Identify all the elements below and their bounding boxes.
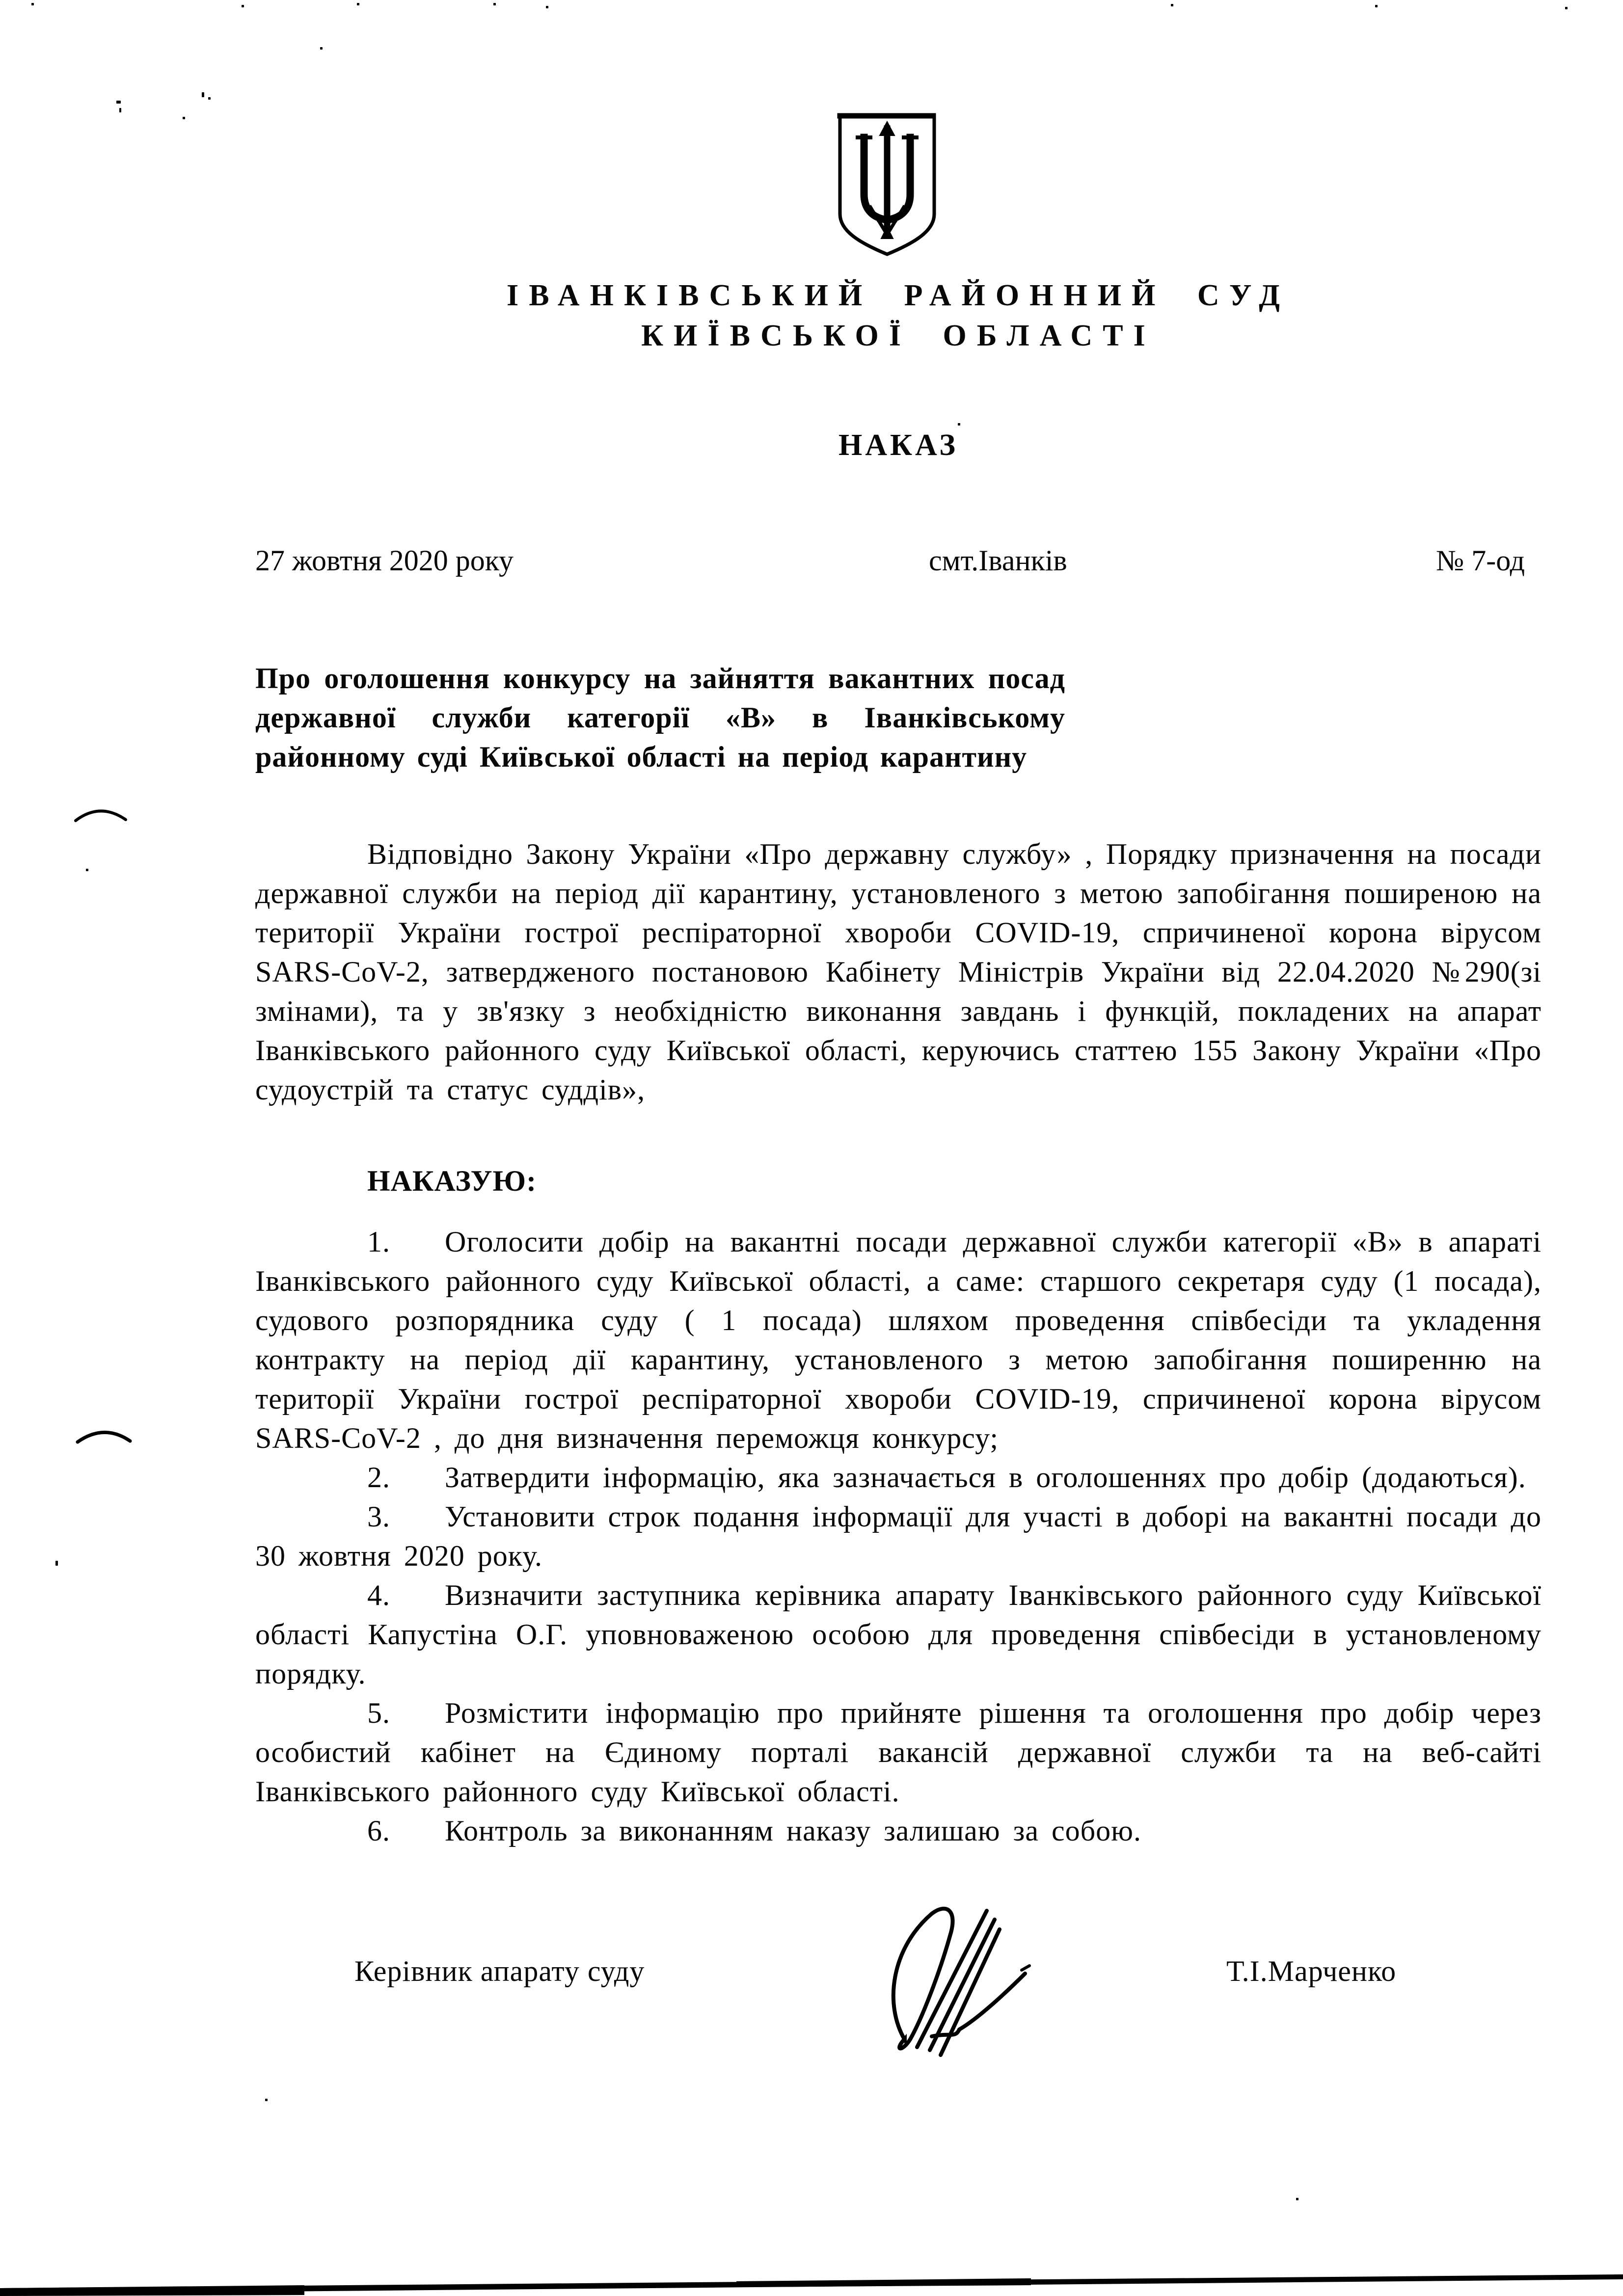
item-text: Установити строк подання інформації для участі в доборі на вакантні посади до 30 жовтня 2020 року. (255, 1500, 1542, 1572)
item-text: Контроль за виконанням наказу залишаю за собою. (445, 1815, 1141, 1847)
scan-speckle (119, 108, 121, 112)
signatory-name: Т.І.Марченко (1226, 1955, 1397, 1987)
order-number: № 7-од (1435, 544, 1525, 577)
resolution-heading: НАКАЗУЮ: (367, 1165, 537, 1197)
order-item-1 (255, 1222, 1542, 1458)
order-preamble: Відповідно Закону України «Про державну службу» , Порядку призначення на посади державної служби на період дії карантину, установленого з метою запобігання поширеною на території України гострої респіраторної хвороби COVID-19, спричиненої корона вірусом SARS-CoV-2, затвердженого постановою Кабінету Міністрів України від 22.04.2020 №290(зі змінами), та у зв'язку з необхідністю виконання завдань і функцій, покладених на апарат Іванківського районного суду Київської області, керуючись статтею 155 Закону України «Про судоустрій та статус суддів», (255, 838, 1542, 1106)
signatory-role: Керівник апарату суду (354, 1955, 645, 1987)
scan-speckle (357, 3, 359, 5)
scan-speckle (265, 2099, 268, 2101)
scan-speckle (202, 92, 204, 97)
scan-speckle (1296, 2198, 1298, 2200)
court-name-line1: ІВАНКІВСЬКИЙ РАЙОННИЙ СУД (507, 279, 1290, 312)
ukraine-trident-emblem (836, 111, 938, 258)
scan-speckle (1565, 7, 1568, 9)
scan-speckle (242, 5, 244, 7)
order-item-6 (255, 1811, 1542, 1850)
item-number: 3. (367, 1500, 390, 1533)
scan-speckle (493, 3, 496, 5)
order-item-4 (255, 1575, 1542, 1693)
scan-arc-mark (73, 799, 129, 826)
item-number: 6. (367, 1815, 390, 1847)
order-meta-row (255, 544, 1542, 588)
scan-speckle (1171, 4, 1173, 6)
scan-speckle (1375, 5, 1378, 7)
scan-speckle (183, 117, 185, 119)
item-text: Затвердити інформацію, яка зазначається в оголошеннях про добір (додаються). (445, 1461, 1526, 1494)
item-number: 5. (367, 1697, 390, 1729)
scan-speckle (31, 3, 34, 5)
order-title: НАКАЗ (839, 428, 958, 462)
scan-speckle (116, 101, 121, 104)
scan-speckle (86, 869, 88, 871)
handwritten-signature-icon (858, 1881, 1039, 2061)
scan-arc-mark (75, 1419, 134, 1448)
item-number: 4. (367, 1579, 390, 1611)
order-place: смт.Іванків (929, 544, 1067, 577)
item-text: Визначити заступника керівника апарату Іванківського районного суду Київської області Капустіна О.Г. уповноваженою особою для проведення співбесіди в установленому порядку. (255, 1579, 1542, 1690)
order-item-3 (255, 1497, 1542, 1575)
order-body (255, 834, 1542, 1850)
order-subject: Про оголошення конкурсу на зайняття вакантних посад державної служби категорії «В» в Іванківському районному суді Київської області на період карантину (255, 662, 1065, 773)
scan-speckle (546, 6, 548, 8)
order-item-5 (255, 1693, 1542, 1811)
scan-speckle (958, 423, 960, 426)
scan-speckle (55, 1561, 58, 1566)
order-date: 27 жовтня 2020 року (255, 544, 514, 577)
court-name-line2: КИЇВСЬКОЇ ОБЛАСТІ (641, 319, 1156, 352)
item-number: 1. (367, 1226, 390, 1258)
item-text: Розмістити інформацію про прийняте рішення та оголошення про добір через особистий кабінет на Єдиному порталі вакансій державної служби та на веб-сайті Іванківського районного суду Київської області. (255, 1697, 1542, 1808)
scan-speckle (208, 97, 211, 100)
bottom-scan-line (0, 2271, 1623, 2296)
item-text: Оголосити добір на вакантні посади державної служби категорії «В» в апараті Іванківського районного суду Київської області, а саме: старшого секретаря суду (1 посада), судового розпорядника суду ( 1 посада) шляхом проведення співбесіди та укладення контракту на період дії карантину, установленого з метою запобігання поширенню на території України гострої респіраторної хвороби COVID-19, спричиненої корона вірусом SARS-CoV-2 , до дня визначення переможця конкурсу; (255, 1226, 1542, 1454)
scan-speckle (320, 47, 323, 50)
order-item-2 (255, 1458, 1542, 1497)
item-number: 2. (367, 1461, 390, 1494)
